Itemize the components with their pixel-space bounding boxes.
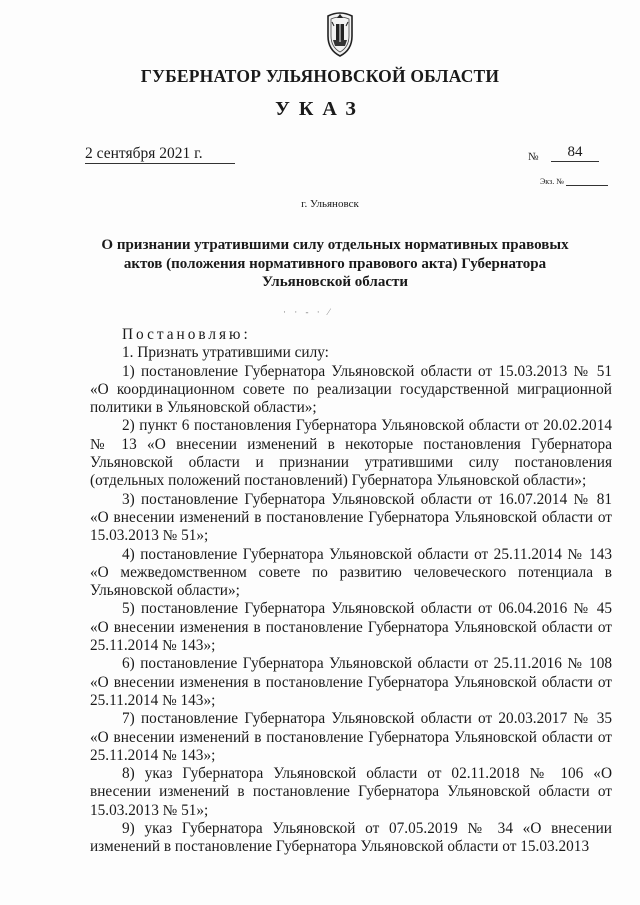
issuer-title: ГУБЕРНАТОР УЛЬЯНОВСКОЙ ОБЛАСТИ [140, 66, 500, 86]
clause-1: 1. Признать утратившими силу: [122, 344, 329, 362]
list-item: 4) постановление Губернатора Ульяновской области от 25.11.2014 № 143 «О межведомственном совете по развитию человеческого потенциала в Ульяновской области»; [90, 545, 612, 600]
document-title: О признании утратившими силу отдельных нормативных правовых актов (положения нормативного правового акта) Губернатора Ульяновской области [101, 237, 569, 290]
decree-word: Постановляю: [122, 326, 251, 343]
number-label: № [528, 151, 539, 163]
document-number: 84 [551, 144, 599, 162]
list-item: 2) пункт 6 постановления Губернатора Ульяновской области от 20.02.2014 № 13 «О внесении изменений в некоторые постановления Губернатора Ульяновской области и признании утратившими силу постановления (отдельных положений постановлений) Губернатора Ульяновской области»; [90, 417, 612, 490]
document-body [90, 326, 612, 857]
list-item: 9) указ Губернатора Ульяновской от 07.05.2019 № 34 «О внесении изменений в постановление Губернатора Ульяновской области от 15.03.2013 [90, 820, 612, 856]
list-item: 6) постановление Губернатора Ульяновской области от 25.11.2016 № 108 «О внесении изменения в постановление Губернатора Ульяновской области от 25.11.2014 № 143»; [90, 655, 612, 709]
list-item: 5) постановление Губернатора Ульяновской области от 06.04.2016 № 45 «О внесении изменения в постановление Губернатора Ульяновской области от 25.11.2014 № 143»; [90, 600, 612, 655]
copy-number-line [566, 185, 608, 186]
coat-of-arms-icon [322, 10, 358, 58]
document-type: УКАЗ [275, 98, 365, 120]
list-item: 7) постановление Губернатора Ульяновской области от 20.03.2017 № 35 «О внесении изменений в постановление Губернатора Ульяновской области от 25.11.2014 № 143»; [90, 710, 612, 764]
scan-artifact: · · ‑ · ⁄ [283, 307, 333, 317]
copy-number [540, 177, 608, 186]
document-date: 2 сентября 2021 г. [85, 145, 235, 164]
list-item: 3) постановление Губернатора Ульяновской области от 16.07.2014 № 81 «О внесении изменений в постановление Губернатора Ульяновской области от 15.03.2013 № 51»; [90, 490, 612, 545]
city: г. Ульяновск [301, 198, 359, 210]
copy-label: Экз. № [540, 177, 564, 186]
list-item: 1) постановление Губернатора Ульяновской области от 15.03.2013 № 51 «О координационном совете по реализации государственной миграционной политики в Ульяновской области»; [90, 362, 612, 417]
list-item: 8) указ Губернатора Ульяновской области от 02.11.2018 № 106 «О внесении изменений в постановление Губернатора Ульяновской области от 15.03.2013 № 51»; [90, 765, 612, 819]
